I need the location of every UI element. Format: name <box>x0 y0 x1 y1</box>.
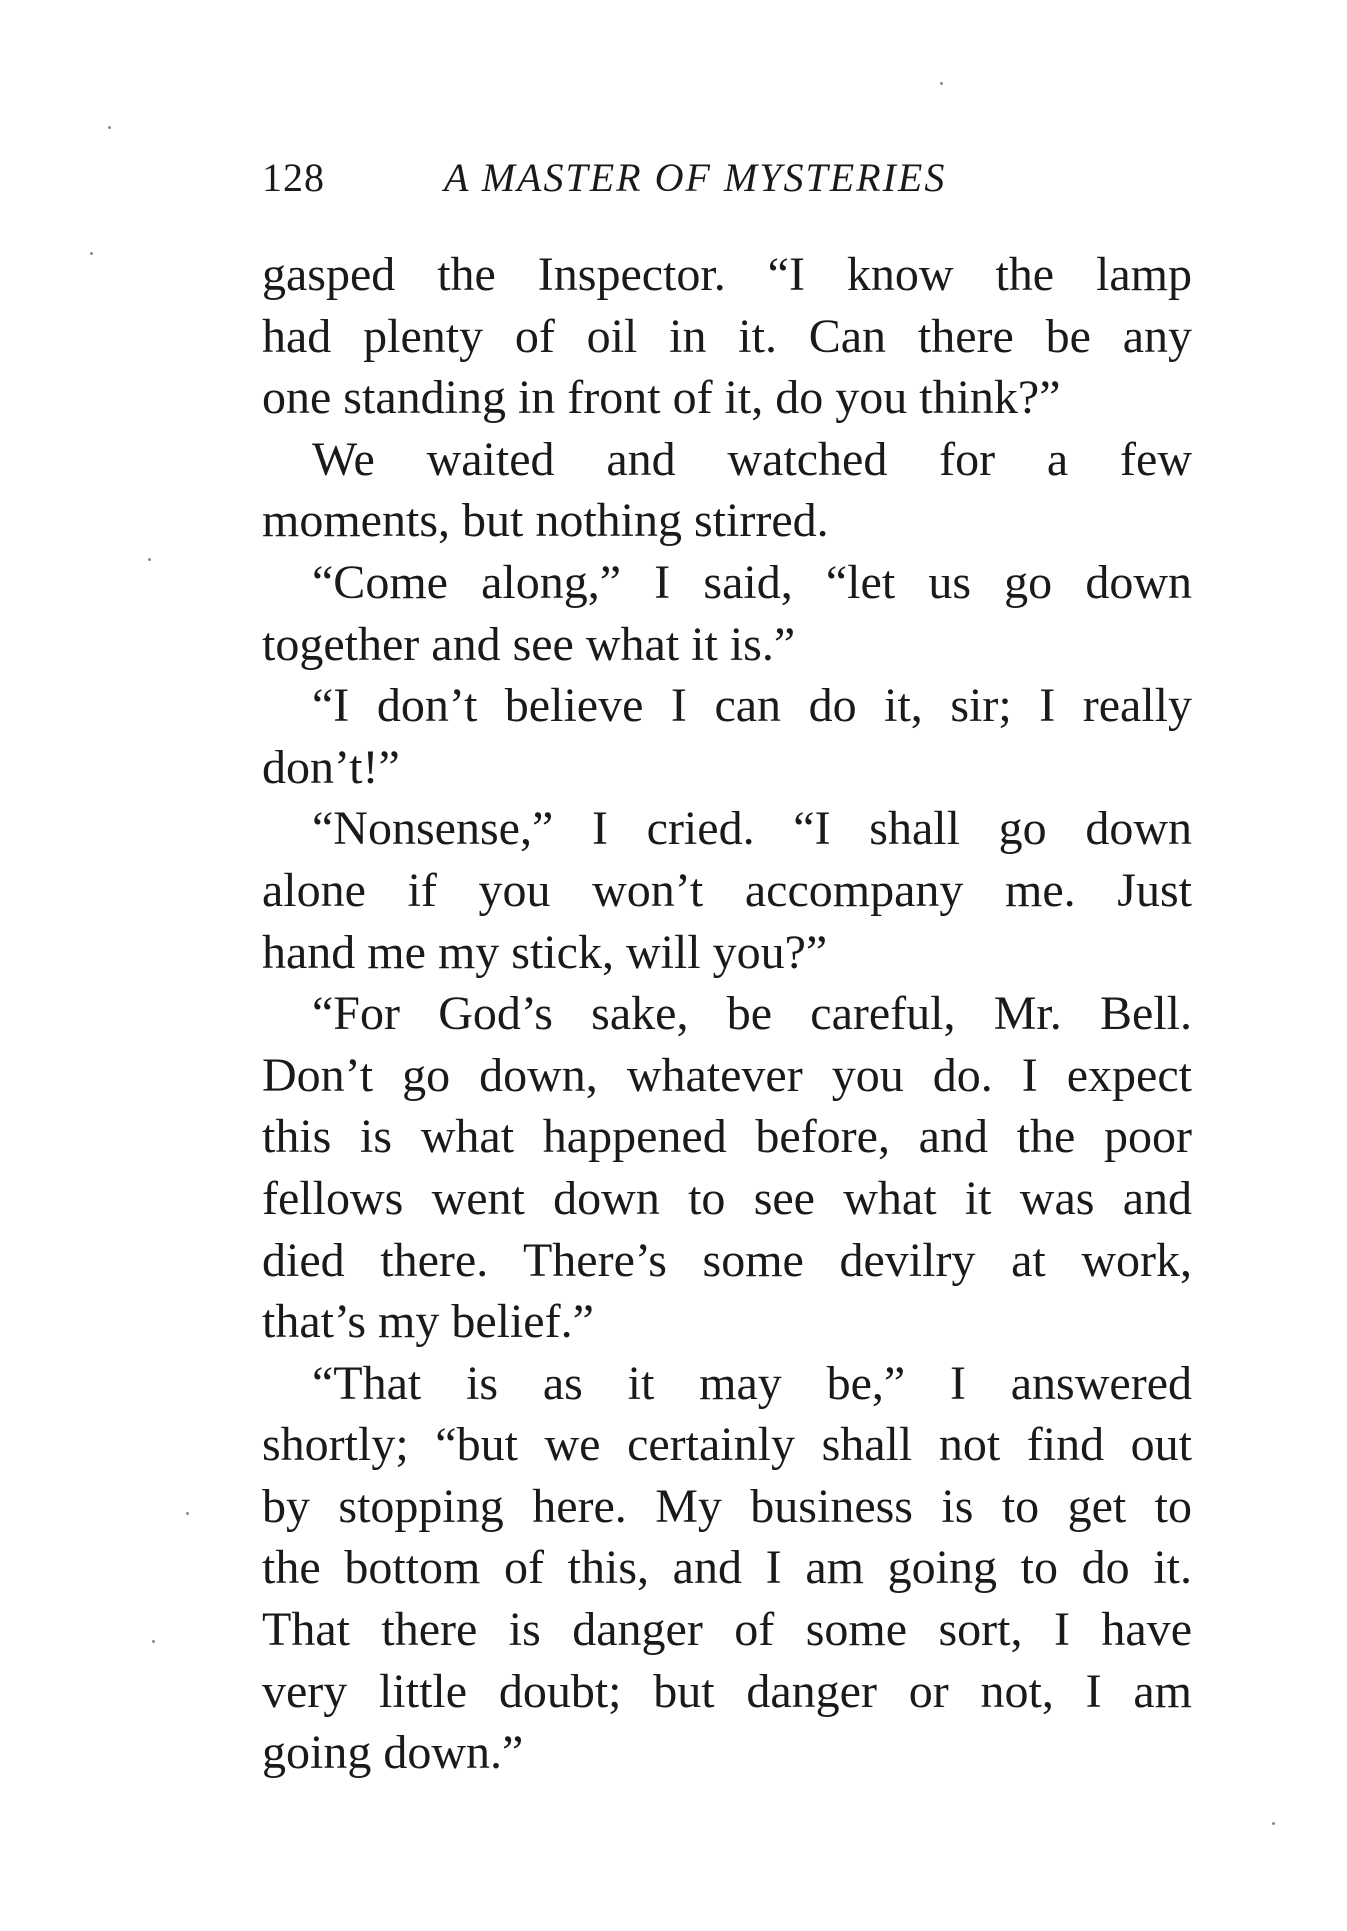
text-line: fellows went down to see what it was and <box>262 1171 1192 1225</box>
text-line: very little doubt; but danger or not, I am <box>262 1664 1192 1718</box>
body-text <box>262 244 1192 1784</box>
text-line: That there is danger of some sort, I have <box>262 1603 1192 1657</box>
text-line: “Come along,” I said, “let us go down <box>312 555 1192 609</box>
scan-speck <box>940 82 943 85</box>
page-number: 128 <box>262 155 325 200</box>
text-line: died there. There’s some devilry at work, <box>262 1233 1192 1287</box>
scan-speck <box>90 252 93 255</box>
text-line: Don’t go down, whatever you do. I expect <box>262 1048 1192 1102</box>
text-line: together and see what it is.” <box>262 617 796 671</box>
text-line: shortly; “but we certainly shall not find out <box>262 1418 1192 1472</box>
text-line: one standing in front of it, do you think?” <box>262 371 1061 425</box>
scan-speck <box>152 1640 155 1643</box>
text-line: alone if you won’t accompany me. Just <box>262 863 1192 917</box>
text-line: “Nonsense,” I cried. “I shall go down <box>312 802 1192 856</box>
text-line: moments, but nothing stirred. <box>262 494 829 548</box>
book-title: A MASTER OF MYSTERIES <box>444 155 947 200</box>
text-line: had plenty of oil in it. Can there be any <box>262 309 1192 363</box>
text-line: by stopping here. My business is to get to <box>262 1479 1192 1533</box>
text-line: We waited and watched for a few <box>312 432 1192 486</box>
scan-speck <box>1272 1822 1275 1825</box>
text-line: “I don’t believe I can do it, sir; I really <box>312 679 1192 733</box>
text-line: this is what happened before, and the poor <box>262 1110 1192 1164</box>
text-line: don’t!” <box>262 740 400 794</box>
text-line: “For God’s sake, be careful, Mr. Bell. <box>312 987 1192 1041</box>
scan-speck <box>148 558 151 561</box>
text-line: gasped the Inspector. “I know the lamp <box>262 248 1192 301</box>
text-line: “That is as it may be,” I answered <box>312 1356 1192 1410</box>
running-head <box>262 148 1022 208</box>
text-line: that’s my belief.” <box>262 1295 594 1349</box>
text-line: hand me my stick, will you?” <box>262 925 828 979</box>
text-line: going down.” <box>262 1726 524 1780</box>
scan-speck <box>108 126 111 129</box>
scan-speck <box>186 1512 189 1515</box>
text-line: the bottom of this, and I am going to do it. <box>262 1541 1192 1595</box>
